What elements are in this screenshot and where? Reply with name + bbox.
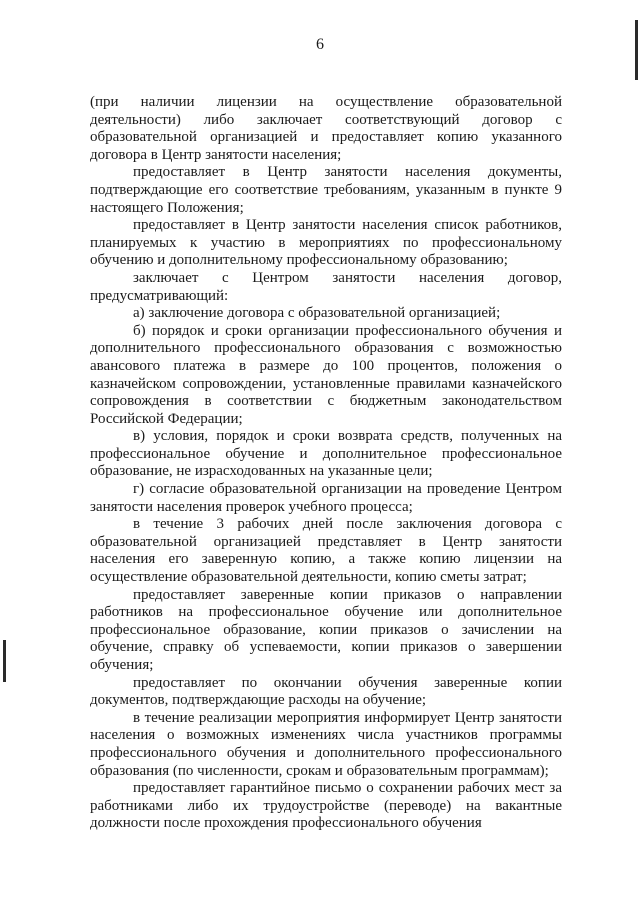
paragraph: предоставляет в Центр занятости населения список работников, планируемых к участию в мероприятиях по профессиональному обучению и дополнительному профессиональному образованию; — [90, 217, 562, 269]
document-body — [90, 94, 562, 833]
list-item: в) условия, порядок и сроки возврата средств, полученных на профессиональное обучение и дополнительное профессиональное образование, не израсходованных на указанные цели; — [90, 428, 562, 480]
list-item: а) заключение договора с образовательной организацией; — [133, 305, 501, 322]
scan-edge-mark — [3, 640, 6, 682]
paragraph: предоставляет гарантийное письмо о сохранении рабочих мест за работниками либо их трудоустройстве (переводе) на вакантные должности после прохождения профессионального обучения — [90, 780, 562, 832]
paragraph: предоставляет по окончании обучения заверенные копии документов, подтверждающие расходы на обучение; — [90, 674, 562, 709]
page-number: 6 — [316, 36, 324, 53]
paragraph: в течение 3 рабочих дней после заключения договора с образовательной организацией представляет в Центр занятости населения его заверенную копию, а также копию лицензии на осуществление образовательной деятельности, копию сметы затрат; — [90, 516, 562, 586]
paragraph: предоставляет в Центр занятости населения документы, подтверждающие его соответствие требованиям, указанным в пункте 9 настоящего Положения; — [90, 164, 562, 216]
paragraph: предоставляет заверенные копии приказов о направлении работников на профессиональное обучение или дополнительное профессиональное образование, копии приказов о зачислении на обучение, справку об успеваемости, копии приказов о завершении обучения; — [90, 586, 562, 673]
paragraph: заключает с Центром занятости населения договор, предусматривающий: — [90, 269, 562, 304]
list-item: г) согласие образовательной организации на проведение Центром занятости населения проверок учебного процесса; — [90, 481, 562, 515]
list-item: б) порядок и сроки организации профессионального обучения и дополнительного профессионального образования с возможностью авансового платежа в размере до 100 процентов, положения о казначейском сопровождении, установленные правилами казначейского сопровождения в соответствии с бюджетным законодательством Российской Федерации; — [90, 322, 562, 427]
paragraph: в течение реализации мероприятия информирует Центр занятости населения о возможных изменениях числа участников программы профессионального обучения и дополнительного профессионального образования (по численности, срокам и образовательным программам); — [90, 709, 562, 779]
paragraph: (при наличии лицензии на осуществление образовательной деятельности) либо заключает соответствующий договор с образовательной организацией и предоставляет копию указанного договора в Центр занятости населения; — [90, 94, 562, 163]
